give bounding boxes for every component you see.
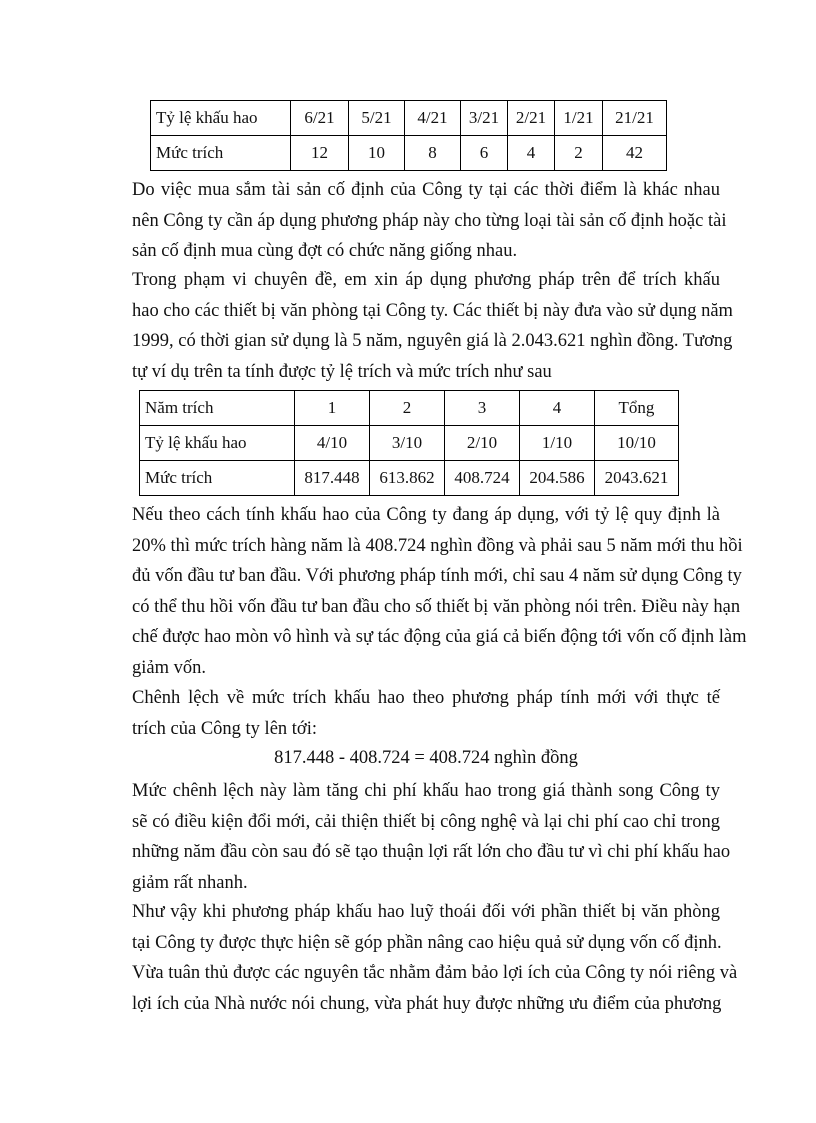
paragraph-line: chế được hao mòn vô hình và sự tác động của giá cả biến động tới vốn cố định làm [132, 627, 747, 648]
row-label: Năm trích [140, 391, 295, 426]
row-label: Mức trích [140, 461, 295, 496]
paragraph-line: Như vậy khi phương pháp khấu hao luỹ thoái đối với phần thiết bị văn phòng [132, 902, 720, 922]
table-cell: 1/10 [520, 426, 595, 461]
table-cell: 10 [349, 136, 405, 171]
table-cell: 408.724 [445, 461, 520, 496]
paragraph-2 [132, 265, 733, 387]
paragraph-4 [132, 683, 720, 744]
paragraph-line: tại Công ty được thực hiện sẽ góp phần nâng cao hiệu quả sử dụng vốn cố định. [132, 932, 722, 953]
table-cell: 817.448 [295, 461, 370, 496]
paragraph-3 [132, 500, 747, 684]
table-cell: 12 [291, 136, 349, 171]
table-cell: 6 [461, 136, 508, 171]
paragraph-5 [132, 776, 731, 898]
paragraph-6 [132, 897, 738, 1019]
paragraph-line: 20% thì mức trích hàng năm là 408.724 nghìn đồng và phải sau 5 năm mới thu hồi [132, 535, 743, 556]
paragraph-line: tự ví dụ trên ta tính được tỷ lệ trích và mức trích như sau [132, 361, 552, 382]
paragraph-line: Trong phạm vi chuyên đề, em xin áp dụng phương pháp trên để trích khấu [132, 270, 720, 290]
table-cell: 3/21 [461, 101, 508, 136]
table-cell: 613.862 [370, 461, 445, 496]
paragraph-line: giảm rất nhanh. [132, 872, 248, 893]
paragraph-line: 1999, có thời gian sử dụng là 5 năm, nguyên giá là 2.043.621 nghìn đồng. Tương [132, 331, 733, 352]
table-cell: 4/10 [295, 426, 370, 461]
row-label: Tỷ lệ khấu hao [140, 426, 295, 461]
table-cell: 3/10 [370, 426, 445, 461]
depreciation-ratio-table-1 [150, 100, 667, 171]
table-row [140, 426, 679, 461]
table-cell: 2 [555, 136, 603, 171]
table-cell: 4 [508, 136, 555, 171]
table-row [140, 391, 679, 426]
paragraph-line: giảm vốn. [132, 657, 206, 678]
table-cell: 1/21 [555, 101, 603, 136]
paragraph-1 [132, 175, 727, 267]
paragraph-line: đủ vốn đầu tư ban đầu. Với phương pháp tính mới, chỉ sau 4 năm sử dụng Công ty [132, 566, 742, 587]
paragraph-line: lợi ích của Nhà nước nói chung, vừa phát huy được những ưu điểm của phương [132, 993, 722, 1014]
paragraph-line: Chênh lệch về mức trích khấu hao theo phương pháp tính mới với thực tế [132, 688, 720, 708]
table-cell: 6/21 [291, 101, 349, 136]
table-cell: 1 [295, 391, 370, 426]
paragraph-line: Mức chênh lệch này làm tăng chi phí khấu hao trong giá thành song Công ty [132, 781, 720, 801]
paragraph-line: có thể thu hồi vốn đầu tư ban đầu cho số thiết bị văn phòng nói trên. Điều này hạn [132, 596, 741, 617]
table-cell: 4 [520, 391, 595, 426]
table-cell: 10/10 [595, 426, 679, 461]
table-cell: 2/21 [508, 101, 555, 136]
paragraph-line: sẽ có điều kiện đổi mới, cải thiện thiết bị công nghệ và lại chi phí cao chỉ trong [132, 811, 720, 832]
table-cell: 4/21 [405, 101, 461, 136]
paragraph-line: Nếu theo cách tính khấu hao của Công ty đang áp dụng, với tỷ lệ quy định là [132, 505, 720, 525]
difference-formula: 817.448 - 408.724 = 408.724 nghìn đồng [274, 748, 578, 768]
table-cell: 42 [603, 136, 667, 171]
paragraph-line: hao cho các thiết bị văn phòng tại Công ty. Các thiết bị này đưa vào sử dụng năm [132, 300, 733, 321]
table-cell: 3 [445, 391, 520, 426]
table-cell: 21/21 [603, 101, 667, 136]
paragraph-line: Do việc mua sắm tài sản cố định của Công ty tại các thời điểm là khác nhau [132, 180, 720, 200]
paragraph-line: những năm đầu còn sau đó sẽ tạo thuận lợi rất lớn cho đầu tư vì chi phí khấu hao [132, 842, 731, 863]
table-cell: 204.586 [520, 461, 595, 496]
table-cell: 2 [370, 391, 445, 426]
table-row [151, 101, 667, 136]
paragraph-line: sản cố định mua cùng đợt có chức năng giống nhau. [132, 241, 518, 262]
table-cell: 2/10 [445, 426, 520, 461]
table-cell: Tổng [595, 391, 679, 426]
paragraph-line: Vừa tuân thủ được các nguyên tắc nhằm đảm bảo lợi ích của Công ty nói riêng và [132, 963, 738, 984]
table-cell: 5/21 [349, 101, 405, 136]
paragraph-line: trích của Công ty lên tới: [132, 718, 317, 739]
table-cell: 2043.621 [595, 461, 679, 496]
table-row [151, 136, 667, 171]
table-cell: 8 [405, 136, 461, 171]
depreciation-schedule-table-2 [139, 390, 679, 496]
paragraph-line: nên Công ty cần áp dụng phương pháp này cho từng loại tài sản cố định hoặc tài [132, 210, 727, 231]
table-row [140, 461, 679, 496]
row-label: Mức trích [151, 136, 291, 171]
row-label: Tỷ lệ khấu hao [151, 101, 291, 136]
